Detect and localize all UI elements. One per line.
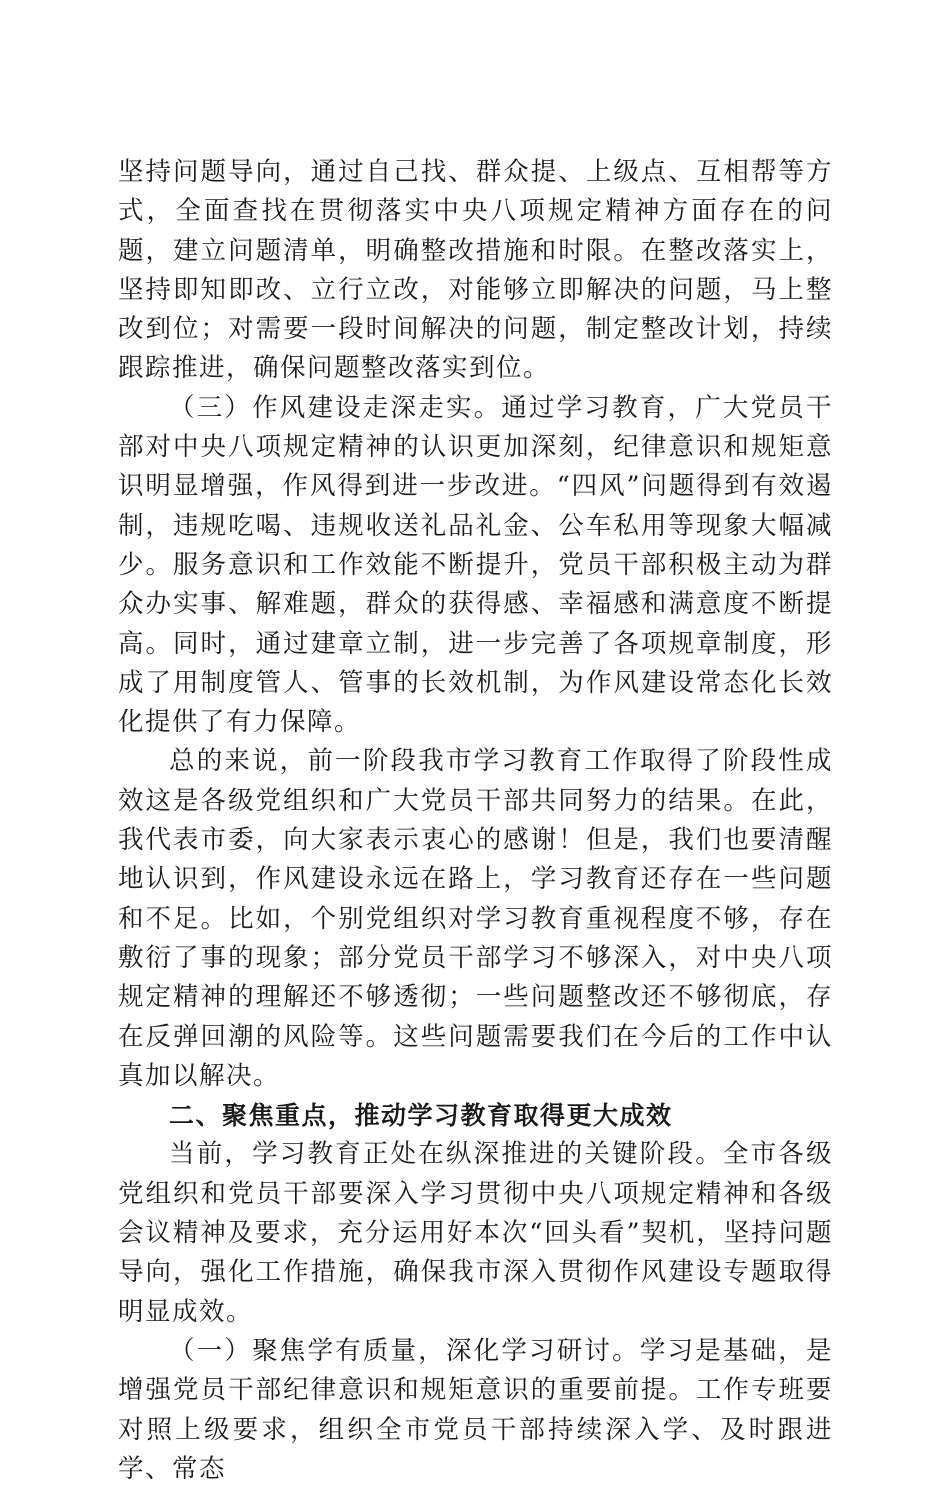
section-heading-2: 二、聚焦重点，推动学习教育取得更大成效: [169, 1101, 673, 1131]
document-body: [118, 153, 833, 1489]
paragraph-study-quality: （一）聚焦学有质量，深化学习研讨。学习是基础，是增强党员干部纪律意识和规矩意识的重要前提。工作专班要对照上级要求，组织全市党员干部持续深入学、及时跟进学、常态: [118, 1335, 833, 1484]
paragraph-style-building: （三）作风建设走深走实。通过学习教育，广大党员干部对中央八项规定精神的认识更加深刻，纪律意识和规矩意识明显增强，作风得到进一步改进。“四风”问题得到有效遏制，违规吃喝、违规收送礼品礼金、公车私用等现象大幅减少。服务意识和工作效能不断提升，党员干部积极主动为群众办实事、解难题，群众的获得感、幸福感和满意度不断提高。同时，通过建章立制，进一步完善了各项规章制度，形成了用制度管人、管事的长效机制，为作风建设常态化长效化提供了有力保障。: [118, 392, 833, 738]
paragraph-summary: 总的来说，前一阶段我市学习教育工作取得了阶段性成效这是各级党组织和广大党员干部共同努力的结果。在此，我代表市委，向大家表示衷心的感谢！但是，我们也要清醒地认识到，作风建设永远在路上，学习教育还存在一些问题和不足。比如，个别党组织对学习教育重视程度不够，存在敷衍了事的现象；部分党员干部学习不够深入，对中央八项规定精神的理解还不够透彻；一些问题整改还不够彻底，存在反弹回潮的风险等。这些问题需要我们在今后的工作中认真加以解决。: [118, 746, 833, 1091]
paragraph-continuation: 坚持问题导向，通过自己找、群众提、上级点、互相帮等方式，全面查找在贯彻落实中央八项规定精神方面存在的问题，建立问题清单，明确整改措施和时限。在整改落实上，坚持即知即改、立行立改，对能够立即解决的问题，马上整改到位；对需要一段时间解决的问题，制定整改计划，持续跟踪推进，确保问题整改落实到位。: [118, 157, 833, 384]
paragraph-current-stage: 当前，学习教育正处在纵深推进的关键阶段。全市各级党组织和党员干部要深入学习贯彻中央八项规定精神和各级会议精神及要求，充分运用好本次“回头看”契机，坚持问题导向，强化工作措施，确保我市深入贯彻作风建设专题取得明显成效。: [118, 1139, 833, 1327]
